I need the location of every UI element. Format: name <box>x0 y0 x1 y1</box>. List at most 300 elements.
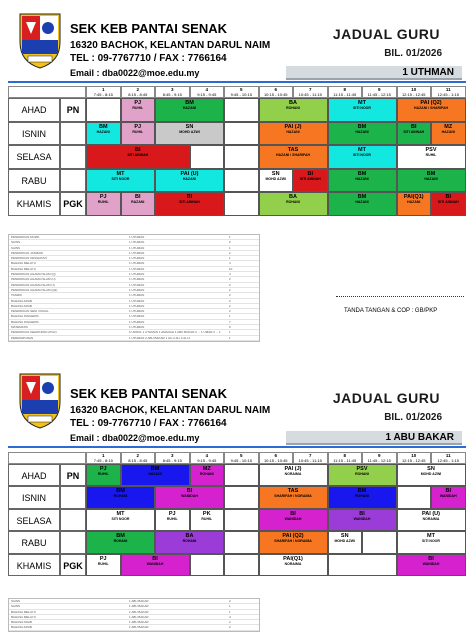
lesson-cell[interactable] <box>328 192 397 216</box>
day-label: SELASA <box>8 509 60 531</box>
lesson-teacher: WANIDAH <box>439 494 457 499</box>
summary-count: 1 <box>229 314 231 319</box>
school-address: 16320 BACHOK, KELANTAN DARUL NAIM <box>70 405 271 416</box>
school-crest-icon <box>18 372 62 430</box>
lesson-cell[interactable] <box>397 464 466 486</box>
grid-corner-header <box>8 452 86 464</box>
summary-subject: PENDIDIKAN KEHIDUPAN (PGK) <box>11 330 57 335</box>
summary-class: 1 ABU BAKAR <box>129 599 149 603</box>
lesson-teacher: HAZANI <box>441 129 455 134</box>
header-rule <box>8 81 466 83</box>
lesson-cell[interactable] <box>86 531 155 553</box>
period-time: 9:15 - 9:45 <box>197 92 217 97</box>
summary-subject: BAHASA MELAYU <box>11 609 36 614</box>
school-phone: TEL : 09-7767710 / FAX : 7766164 <box>70 418 227 429</box>
timetable-title: JADUAL GURU <box>332 390 440 406</box>
empty-slot <box>224 169 259 193</box>
period-header <box>328 86 363 98</box>
lesson-subject: BI <box>359 510 365 517</box>
day-note <box>60 531 86 553</box>
empty-slot <box>224 122 259 146</box>
lesson-subject: PAI(Q1) <box>283 555 303 562</box>
lesson-cell[interactable] <box>155 169 224 193</box>
summary-subject: BAHASA ARAB <box>11 620 32 625</box>
lesson-cell[interactable] <box>328 531 363 553</box>
timetable-title: JADUAL GURU <box>332 26 440 42</box>
timetable-grid <box>8 86 466 216</box>
period-number: 3 <box>170 87 174 92</box>
empty-slot <box>190 145 225 169</box>
lesson-cell[interactable] <box>259 169 294 193</box>
lesson-teacher: HAZANI <box>407 200 421 205</box>
day-label: RABU <box>8 169 60 193</box>
lesson-subject: PAI (U) <box>422 510 440 517</box>
summary-count: 1 <box>229 609 231 614</box>
lesson-subject: MT <box>358 100 366 106</box>
lesson-teacher: RUHIL <box>97 472 109 476</box>
empty-slot <box>224 554 259 576</box>
timetable-sheet-2 <box>0 360 474 632</box>
summary-count: 2 <box>229 298 231 303</box>
school-name: SEK KEB PANTAI SENAK <box>70 386 227 401</box>
summary-class: 1 UTHMAN <box>129 325 145 330</box>
lesson-teacher: SITI AINNAH <box>403 129 425 134</box>
period-time: 7:45 - 8:15 <box>93 92 113 97</box>
lesson-teacher: HAZANI / SHARIFAH <box>275 153 311 158</box>
summary-class: 6 UPAKIL 1 UTHMAN 1 AMANAH 1 ABU BAKAR 2 ... 1 UMAR 2 ... 1 <box>129 330 221 335</box>
summary-class: 1 UTHMAN <box>129 298 145 303</box>
summary-subject: PENDIDIKAN AGAMA ISLAM (Q) <box>11 272 56 277</box>
period-number: 10 <box>411 453 417 458</box>
lesson-subject: BM <box>357 170 367 177</box>
lesson-subject: BM <box>116 488 125 495</box>
lesson-cell[interactable] <box>155 486 224 508</box>
lesson-cell[interactable] <box>259 122 328 146</box>
period-number: 6 <box>274 87 277 92</box>
lesson-teacher: HAZANI <box>355 129 369 134</box>
summary-row <box>9 625 259 630</box>
period-number: 8 <box>343 453 346 458</box>
day-label: KHAMIS <box>8 192 60 216</box>
period-time: 8:15 - 8:45 <box>128 458 148 463</box>
period-time: 9:45 - 10:15 <box>230 458 252 463</box>
summary-subject: PENDIDIKAN KESIHATAN <box>11 256 47 261</box>
lesson-cell[interactable] <box>121 122 156 146</box>
school-email: Email : dba0022@moe.edu.my <box>70 68 200 78</box>
lesson-subject: BI <box>152 555 158 562</box>
period-time: 12:45 - 1:15 <box>437 92 459 97</box>
summary-class: 1 UTHMAN <box>129 261 145 266</box>
lesson-cell[interactable] <box>397 98 466 122</box>
summary-class: 1 UTHMAN <box>129 282 145 287</box>
period-number: 1 <box>101 453 105 458</box>
lesson-subject: BI <box>186 194 193 201</box>
lesson-teacher: SITI NOOR <box>422 539 440 544</box>
school-name: SEK KEB PANTAI SENAK <box>70 21 227 36</box>
summary-count: 2 <box>229 625 231 630</box>
period-number: 7 <box>308 453 312 458</box>
summary-subject: BAHASA MELAYU <box>11 261 36 266</box>
lesson-cell[interactable] <box>431 122 466 146</box>
lesson-cell[interactable] <box>155 122 224 146</box>
lesson-cell[interactable] <box>259 145 328 169</box>
lesson-teacher: HAZANI <box>182 176 197 181</box>
lesson-cell[interactable] <box>328 98 397 122</box>
class-name: 1 UTHMAN <box>286 66 462 80</box>
period-number: 7 <box>308 87 312 92</box>
lesson-cell[interactable] <box>224 98 259 122</box>
period-time: 9:45 - 10:15 <box>230 92 252 97</box>
period-time: 12:15 - 12:45 <box>401 458 426 463</box>
period-header <box>155 452 190 464</box>
period-header <box>293 452 328 464</box>
empty-slot <box>224 509 259 531</box>
lesson-subject: PAI (Q2) <box>420 100 442 106</box>
period-header <box>224 452 259 464</box>
timetable-grid <box>8 452 466 576</box>
day-note <box>60 169 86 193</box>
lesson-cell[interactable] <box>155 98 224 122</box>
lesson-teacher: ROHANI <box>355 494 369 499</box>
period-header <box>190 452 225 464</box>
period-header <box>362 86 397 98</box>
period-time: 11:45 - 12:15 <box>367 458 391 463</box>
period-time: 10:45 - 11:15 <box>298 92 322 97</box>
lesson-teacher: RUHIL <box>97 200 109 205</box>
lesson-subject: BI <box>307 170 313 177</box>
lesson-cell[interactable] <box>121 98 156 122</box>
day-note <box>60 145 86 169</box>
summary-class: 1 UTHMAN <box>129 287 145 292</box>
lesson-cell[interactable] <box>259 192 328 216</box>
lesson-subject: BM <box>185 100 194 106</box>
lesson-teacher: HAZANI <box>286 129 300 134</box>
lesson-subject: SN <box>271 170 280 177</box>
lesson-cell[interactable] <box>397 169 466 193</box>
lesson-teacher: SITI AINNAH <box>127 153 149 158</box>
lesson-teacher: SHARIFAH / NORAIMA <box>274 539 312 544</box>
lesson-cell[interactable] <box>397 531 466 553</box>
lesson-subject: BI <box>135 147 141 154</box>
summary-count: 2 <box>229 599 231 603</box>
lesson-subject: BM <box>116 533 125 540</box>
lesson-cell[interactable] <box>155 509 190 531</box>
summary-count: 1 <box>229 256 231 261</box>
lesson-cell[interactable] <box>86 464 121 486</box>
lesson-cell[interactable] <box>259 98 328 122</box>
lesson-teacher: MOHD AZWI <box>334 539 355 544</box>
lesson-cell[interactable] <box>259 464 328 486</box>
header-rule <box>8 446 466 448</box>
summary-subject: PENDIDIKAN AGAMA ISLAM (Q2) <box>11 287 58 292</box>
lesson-subject: PAI (U) <box>180 170 199 177</box>
period-number: 2 <box>136 453 139 458</box>
lesson-subject <box>329 555 396 556</box>
lesson-cell[interactable] <box>431 486 466 508</box>
lesson-cell[interactable] <box>259 509 328 531</box>
summary-count: 2 <box>229 250 231 255</box>
summary-count: 2 <box>229 240 231 245</box>
summary-subject: BAHASA ARAB <box>11 303 32 308</box>
lesson-subject: BM <box>357 488 367 495</box>
period-header <box>397 86 432 98</box>
lesson-cell[interactable] <box>293 169 328 193</box>
period-time: 10:45 - 11:15 <box>298 458 322 463</box>
lesson-cell[interactable] <box>397 122 432 146</box>
lesson-subject: BA <box>289 194 297 201</box>
summary-subject: BAHASA ARAB <box>11 625 32 630</box>
lesson-teacher: SITI AINNAH <box>179 200 200 205</box>
lesson-subject: PAI (J) <box>284 466 302 472</box>
lesson-cell[interactable] <box>155 531 224 553</box>
summary-row <box>9 336 259 341</box>
signature-label: TANDA TANGAN & COP : GB/PKP <box>344 308 438 314</box>
lesson-cell[interactable] <box>224 145 259 169</box>
lesson-teacher: HAZANI <box>148 472 162 476</box>
summary-class: 1 UTHMAN <box>129 250 145 255</box>
lesson-cell[interactable] <box>397 486 432 508</box>
summary-subject: PENDIDIKAN SENI VISUAL <box>11 309 49 314</box>
summary-subject: PENDIDIKAN AGAMA ISLAM (U) <box>11 277 56 282</box>
lesson-cell[interactable] <box>121 464 190 486</box>
period-time: 9:15 - 9:45 <box>197 458 217 463</box>
lesson-cell[interactable] <box>328 509 397 531</box>
lesson-cell[interactable] <box>190 464 225 486</box>
lesson-cell[interactable] <box>328 486 397 508</box>
summary-class: 1 ABU BAKAR <box>129 625 149 630</box>
lesson-cell[interactable] <box>259 531 328 553</box>
lesson-cell[interactable] <box>86 169 155 193</box>
lesson-subject: PJ <box>134 100 142 106</box>
empty-slot <box>224 192 259 216</box>
summary-class: 1 UTHMAN <box>129 303 145 308</box>
lesson-teacher: NORAIMA <box>284 472 302 476</box>
lesson-cell[interactable] <box>397 509 466 531</box>
lesson-teacher: RUHIL <box>132 106 144 110</box>
lesson-teacher: WANIDAH <box>181 494 198 499</box>
lesson-subject: TAS <box>287 147 299 154</box>
lesson-subject: PAI (Q2) <box>282 533 304 540</box>
period-number: 4 <box>205 87 208 92</box>
lesson-cell[interactable] <box>86 509 155 531</box>
lesson-cell[interactable] <box>155 192 224 216</box>
lesson-cell[interactable] <box>328 464 397 486</box>
summary-count: 1 <box>229 604 231 609</box>
lesson-cell[interactable] <box>121 192 156 216</box>
period-time: 11:15 - 11:45 <box>333 92 357 97</box>
lesson-subject <box>225 99 258 100</box>
period-number: 9 <box>377 453 381 458</box>
lesson-cell[interactable] <box>86 486 155 508</box>
period-time: 8:45 - 9:15 <box>162 458 182 463</box>
lesson-teacher: ROHANI <box>113 494 128 499</box>
lesson-teacher: RUHIL <box>425 153 437 158</box>
summary-count: 4 <box>229 272 231 277</box>
period-header <box>86 86 121 98</box>
period-number: 6 <box>274 453 277 458</box>
signature-line <box>336 296 464 297</box>
lesson-teacher: HAZANI <box>424 176 438 181</box>
summary-subject: PENDIDIKAN MUZIK <box>11 235 40 239</box>
day-label: KHAMIS <box>8 554 60 576</box>
day-label: AHAD <box>8 464 60 486</box>
summary-count: 1 <box>229 335 231 340</box>
lesson-cell[interactable] <box>397 554 466 576</box>
lesson-teacher: NORAIMA <box>284 561 302 566</box>
lesson-subject: BI <box>428 555 434 562</box>
lesson-subject: PSV <box>425 147 437 154</box>
lesson-subject: BI <box>135 194 141 201</box>
summary-count: 4 <box>229 261 231 266</box>
lesson-teacher: MOHD AZWI <box>179 129 200 134</box>
summary-class: 1 UTHMAN <box>129 272 145 277</box>
summary-class: 1 UTHMAN <box>129 277 145 282</box>
lesson-cell[interactable] <box>328 554 397 576</box>
summary-subject: SAINS <box>11 599 21 603</box>
day-label: ISNIN <box>8 122 60 146</box>
period-time: 10:15 - 10:45 <box>263 92 288 97</box>
period-header <box>121 86 156 98</box>
lesson-teacher: RUHIL <box>97 561 109 566</box>
lesson-cell[interactable] <box>328 122 397 146</box>
summary-subject: PENDIDIKAN JASMANI <box>11 250 44 255</box>
lesson-cell[interactable] <box>431 192 466 216</box>
lesson-teacher: HAZANI <box>355 200 369 205</box>
period-number: 2 <box>136 87 139 92</box>
day-note: PN <box>60 464 86 486</box>
summary-subject: TASMIK <box>11 293 22 298</box>
lesson-subject: BM <box>426 170 436 177</box>
summary-count: 1 <box>229 330 231 335</box>
lesson-subject: MT <box>358 147 366 154</box>
lesson-subject: SN <box>427 466 435 472</box>
lesson-subject: PJ <box>99 466 107 472</box>
day-note <box>60 122 86 146</box>
lesson-teacher: SHARIFAH / NORAIMA <box>274 494 312 499</box>
lesson-cell[interactable] <box>86 122 121 146</box>
period-header <box>155 86 190 98</box>
lesson-teacher: HAZANI / SHARIFAH <box>413 106 449 110</box>
lesson-teacher: RUHIL <box>201 516 213 521</box>
lesson-teacher: WANIDAH <box>284 516 302 521</box>
lesson-teacher: ROHANI <box>286 106 300 110</box>
lesson-teacher: SITI NOOR <box>111 176 130 181</box>
summary-subject: SAINS <box>11 245 21 250</box>
lesson-subject: PJ <box>168 510 176 517</box>
summary-subject: PERHIMPUNAN <box>11 335 34 340</box>
summary-count: 2 <box>229 282 231 287</box>
summary-count: 1 <box>229 235 231 239</box>
period-header <box>362 452 397 464</box>
lesson-subject: BA <box>289 100 297 106</box>
period-time: 8:15 - 8:45 <box>128 92 148 97</box>
lesson-cell[interactable] <box>259 554 328 576</box>
period-number: 10 <box>411 87 417 92</box>
summary-subject: MATEMATIK <box>11 325 29 330</box>
school-crest-icon <box>18 12 62 70</box>
period-header <box>259 86 294 98</box>
lesson-subject: MT <box>116 510 125 517</box>
empty-slot <box>224 486 259 508</box>
summary-class: 1 UTHMAN <box>129 293 145 298</box>
summary-subject: SAINS <box>11 604 21 609</box>
lesson-cell[interactable] <box>362 531 397 553</box>
lesson-teacher: SITI AINNAH <box>299 176 321 181</box>
day-label: RABU <box>8 531 60 553</box>
summary-subject: BAHASA MELAYU <box>11 614 36 619</box>
summary-class: 1 UTHMAN 2 ABU BAKAR 1 ALI 2 ALI 2 ALI 2 <box>129 335 191 340</box>
lesson-subject: TAS <box>287 488 299 495</box>
period-time: 12:15 - 12:45 <box>401 92 426 97</box>
lesson-cell[interactable] <box>86 192 121 216</box>
summary-count: 7 <box>229 319 231 324</box>
lesson-subject: MZ <box>202 466 211 472</box>
lesson-subject: PK <box>202 510 211 517</box>
summary-class: 1 UTHMAN <box>129 240 145 245</box>
lesson-cell[interactable] <box>397 145 466 169</box>
lesson-subject: PAI(Q1) <box>403 194 424 201</box>
lesson-cell[interactable] <box>121 554 190 576</box>
lesson-subject: BI <box>445 194 451 201</box>
lesson-cell[interactable] <box>328 145 397 169</box>
lesson-subject: BM <box>98 123 108 130</box>
day-label: SELASA <box>8 145 60 169</box>
lesson-subject: BI <box>186 488 193 495</box>
lesson-teacher: WANIDAH <box>353 516 371 521</box>
lesson-cell[interactable] <box>86 145 190 169</box>
school-phone: TEL : 09-7767710 / FAX : 7766164 <box>70 53 227 64</box>
period-number: 5 <box>239 87 243 92</box>
period-header <box>431 86 466 98</box>
timetable-number: BIL. 01/2026 <box>384 48 442 59</box>
lesson-subject <box>398 487 431 488</box>
empty-slot <box>224 531 259 553</box>
summary-class: 1 UTHMAN <box>129 309 145 314</box>
lesson-teacher: HAZANI <box>96 129 110 134</box>
summary-count: 2 <box>229 309 231 314</box>
summary-class: 1 ABU BAKAR <box>129 604 149 609</box>
period-header <box>431 452 466 464</box>
lesson-cell[interactable] <box>259 486 328 508</box>
day-note: PGK <box>60 192 86 216</box>
lesson-teacher: ROHANI <box>199 472 214 476</box>
summary-count: 2 <box>229 277 231 282</box>
empty-slot <box>224 464 259 486</box>
lesson-subject: MT <box>427 533 435 540</box>
lesson-teacher: WANIDAH <box>146 561 164 566</box>
lesson-subject: MT <box>116 170 125 177</box>
lesson-cell[interactable] <box>190 509 225 531</box>
summary-class: 1 UTHMAN <box>129 256 145 261</box>
lesson-cell[interactable] <box>328 169 397 193</box>
period-number: 5 <box>239 453 243 458</box>
lesson-cell[interactable] <box>397 192 432 216</box>
lesson-subject: BM <box>357 194 367 201</box>
period-number: 4 <box>205 453 208 458</box>
school-address: 16320 BACHOK, KELANTAN DARUL NAIM <box>70 40 271 51</box>
period-header <box>121 452 156 464</box>
period-time: 10:15 - 10:45 <box>263 458 288 463</box>
lesson-cell[interactable] <box>86 554 121 576</box>
lesson-subject: MZ <box>444 123 453 130</box>
lesson-teacher: SITI NOOR <box>353 106 371 110</box>
summary-subject: BAHASA INGGERIS <box>11 319 39 324</box>
lesson-teacher: ROHANI <box>286 200 300 205</box>
lesson-teacher: SITI NOOR <box>353 153 371 158</box>
lesson-subject: BI <box>445 488 451 495</box>
lesson-teacher: MOHD AZWI <box>420 472 442 476</box>
lesson-teacher: HAZANI <box>355 176 369 181</box>
